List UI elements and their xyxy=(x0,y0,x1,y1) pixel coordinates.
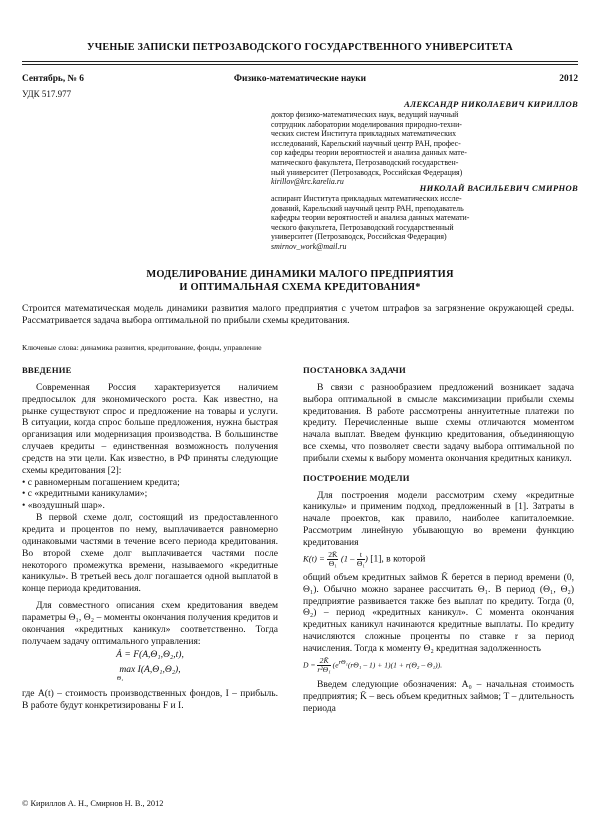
formula-k: K(t) = xyxy=(303,553,325,564)
paragraph: общий объем кредитных займов K̄ берется в период времени (0, Θ₁). Обычно можно заранее рассчитать Θ₁. В период (Θ₁, Θ₂) предприятие развивается также без выплат по кредиту. Тогда (0, Θ₂) – период «кредитных каникул». С момента окончания кредитных каникул начинаются кредитные выплаты. По кредиту начисляются сложные проценты по ставке r за период начисления. Тогда к моменту Θ₂ кредитная задолженность xyxy=(303,571,574,654)
equation: Ȧ = F(A,Θ₁,Θ₂,t), xyxy=(116,649,184,661)
article-title: МОДЕЛИРОВАНИЕ ДИНАМИКИ МАЛОГО ПРЕДПРИЯТИЯ И ОПТИМАЛЬНАЯ СХЕМА КРЕДИТОВАНИЯ* xyxy=(146,269,454,293)
author-email: smirnov_work@mail.ru xyxy=(271,241,347,251)
paragraph: где A(t) – стоимость производственных фондов, I – прибыль. В работе будут конкретизированы F и I. xyxy=(22,687,278,711)
author-affiliation: аспирант Института прикладных математических иссле- дований, Карельский научный центр РАН, преподаватель кафедры теории вероятностей и анализа данных математи- ческого факультета, Петрозаводский государственный университет (Петрозаводск, Российская Федерация) smirnov_work@mail.ru xyxy=(271,194,571,252)
debt-formula: D = $\frac{2K̄}{\text{r²Θ₁}}$ $(e^{r\Theta_1}(r\Theta_1 - 1) + 1)(1 + r(\Theta_2 - \Theta_1))$. xyxy=(303,656,443,674)
journal-title: УЧЕНЫЕ ЗАПИСКИ ПЕТРОЗАВОДСКОГО ГОСУДАРСТВЕННОГО УНИВЕРСИТЕТА xyxy=(87,42,513,53)
section-heading: ПОСТРОЕНИЕ МОДЕЛИ xyxy=(303,472,410,483)
author-name: АЛЕКСАНДР НИКОЛАЕВИЧ КИРИЛЛОВ xyxy=(404,99,578,109)
year-label: 2012 xyxy=(559,74,578,84)
section-heading: ПОСТАНОВКА ЗАДАЧИ xyxy=(303,365,406,375)
formula-line: K(t) = $\frac{2K̄}{\text{Θ₁}}$ (1 – $\frac{t}{\text{Θ₁}}$ ) [1], в которой xyxy=(303,549,426,568)
left-column xyxy=(22,365,278,712)
copyright: © Кириллов А. Н., Смирнов Н. В., 2012 xyxy=(22,799,164,808)
udk-code: УДК 517.977 xyxy=(22,89,72,99)
list-item: • с «кредитными каникулами»; xyxy=(22,488,148,500)
paragraph: Современная Россия характеризуется наличием предпосылок для экономического роста. Как известно, на рынке существуют спрос и предложение на товары и услуги. В ситуации, когда спрос больше предложения, нужна быстрая организация или модернизация производства. В большинстве случаев кредиты – единственная возможность получения средств на эти цели. Как известно, в РФ приняты следующие схемы кредитования [2]: xyxy=(22,381,278,476)
section-heading: ВВЕДЕНИЕ xyxy=(22,365,72,375)
list-item: • «воздушный шар». xyxy=(22,500,105,512)
issue-label: Сентябрь, № 6 xyxy=(22,74,84,84)
paragraph: Для совместного описания схем кредитования введем параметры Θ₁, Θ₂ – моменты окончания получения кредитов и окончания «кредитных каникул» соответственно. Тогда получаем задачу оптимального управления: xyxy=(22,600,278,647)
section-label: Физико-математические науки xyxy=(233,74,367,84)
header-rule-top xyxy=(22,61,578,62)
author-affiliation: доктор физико-математических наук, ведущий научный сотрудник лаборатории моделирования природно-техни- ческих систем Института прикладных математических исследований, Карельский научный центр РАН, профес- сор кафедры теории вероятностей и анализа данных мате- матического факультета, Петрозаводский государствен- ный университет (Петрозаводск, Российская Федерация) kirillov@krc.karelia.ru xyxy=(271,110,571,187)
author-name: НИКОЛАЙ ВАСИЛЬЕВИЧ СМИРНОВ xyxy=(419,183,578,193)
paragraph: Для построения модели рассмотрим схему «кредитные каникулы» и применим подход, предложенный в [1]. Затраты в начале проектов, как правило, наиболее капиталоемкие. Рассмотрим линейную убывающую во времени функцию кредитования xyxy=(303,489,574,548)
equation: max I(A,Θ₁,Θ₂), $^{\Theta_1}$ xyxy=(116,664,181,683)
paragraph: Введем следующие обозначения: A₀ – начальная стоимость предприятия; K̄ – весь объем кредитных займов; T – длительность периода xyxy=(303,679,574,714)
list-item: • с равномерным погашением кредита; xyxy=(22,476,180,488)
paragraph: В связи с разнообразием предложений возникает задача выбора оптимальной в смысле максимизации прибыли схемы кредитования. В работе рассмотрены аннуитетные платежи по кредиту. Перечисленные выше схемы отличаются моментом начала выплат. Введем функцию кредитования, объединяющую все схемы, что позволяет свести задачу выбора оптимальной по прибыли схемы к выбору момента окончания кредитных каникул. xyxy=(303,381,574,464)
paragraph: В первой схеме долг, состоящий из предоставленного кредита и процентов по нему, выплачивается равномерно одинаковыми частями в течение всего периода кредитования. Во второй схеме долг выплачивается частями после некоторого промежутка времени, называемого «кредитные каникулы». В третьей весь долг погашается одной выплатой в конце периода кредитования. xyxy=(22,512,278,595)
right-column xyxy=(303,365,574,715)
formula-fraction: $\frac{2K̄}{\text{Θ₁}}$ xyxy=(328,549,338,568)
header-rule-thin xyxy=(22,64,578,65)
keywords: Ключевые слова: динамика развития, кредитование, фонды, управление xyxy=(22,343,262,352)
formula-tail: [1], в которой xyxy=(370,553,426,565)
abstract: Строится математическая модель динамики развития малого предприятия с учетом штрафов за загрязнение окружающей среды. Рассматривается задача выбора оптимальной по прибыли схемы кредитования. xyxy=(22,303,574,326)
author-email: kirillov@krc.karelia.ru xyxy=(271,177,344,187)
